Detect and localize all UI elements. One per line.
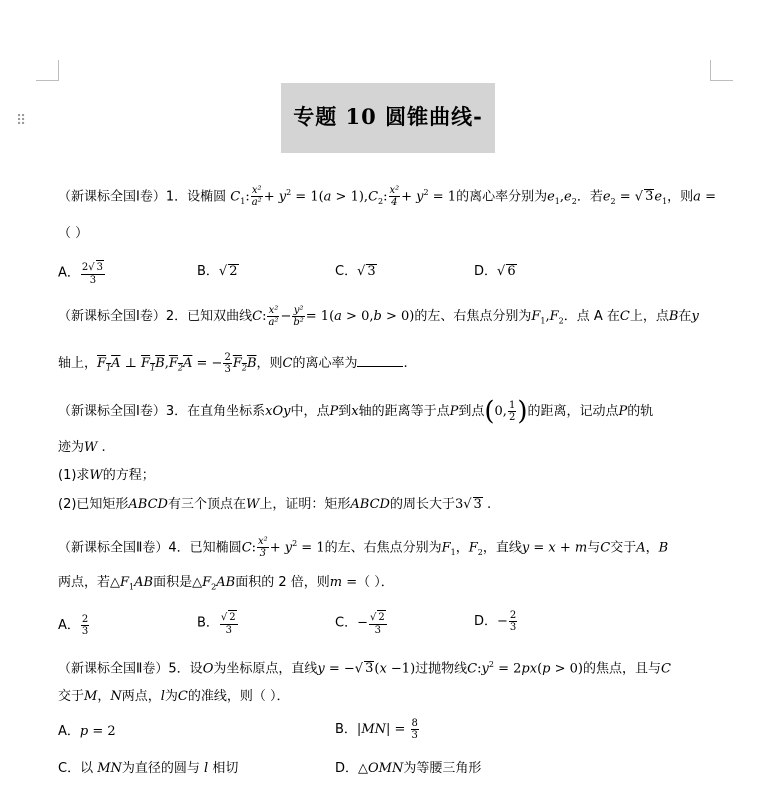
q1-line1: （新课标全国Ⅰ卷）1．设椭圆 $C_1$: $\frac{\text{x²}}{\text{a²}}$ + $y^2 = 1(a > 1),C_2$: $\frac{\text{x²}}{4}$ + $y^2 = 1$的离心率分别为$e_1,e_2$．若$e_2$ = √ $3e_1$，则a = xyxy=(58,185,716,209)
q4-option-d[interactable]: D．− $\frac{2}{3}$ xyxy=(474,610,517,633)
q1-option-d[interactable]: D．√ 6 xyxy=(474,264,516,279)
q4-option-c[interactable]: C．− $\frac{√ 2}{3}$ xyxy=(335,612,385,636)
q5-option-a[interactable]: A．p = 2 xyxy=(58,724,116,739)
q3-source: （新课标全国Ⅰ卷）3． xyxy=(58,404,188,419)
q4-option-b[interactable]: B． $\frac{√ 2}{3}$ xyxy=(197,612,236,636)
q3-part1: (1)求W的方程； xyxy=(58,468,155,483)
q5-source: （新课标全国Ⅱ卷）5． xyxy=(58,661,190,677)
title-box xyxy=(281,83,495,153)
q1-option-c[interactable]: C．√ 3 xyxy=(335,264,376,279)
q2-source: （新课标全国Ⅰ卷）2． xyxy=(58,309,188,324)
q3-line1: （新课标全国Ⅰ卷）3．在直角坐标系xOy中，点P到x轴的距离等于点P到点(0, $\frac{1}{2}$ )的距离，记动点P的轨 xyxy=(58,396,654,427)
q3-line2: 迹为W . xyxy=(58,440,106,455)
crop-mark-top-left xyxy=(36,60,59,81)
q1-option-a[interactable]: A． $\frac{2√ 3}{3}$ xyxy=(58,262,104,286)
q1-option-b[interactable]: B．√ 2 xyxy=(197,264,238,279)
q4-line1: （新课标全国Ⅱ卷）4．已知椭圆C: $\frac{\text{x²}}{3}$ + $y^2 = 1$的左、右焦点分别为$F_1$，$F_2$，直线y = x + m与C交于A，B xyxy=(58,536,669,560)
q5-option-d[interactable]: D．△OMN为等腰三角形 xyxy=(335,761,482,776)
crop-mark-top-right xyxy=(710,60,733,81)
q1-answer-paren: （ ） xyxy=(58,226,89,241)
q5-option-c[interactable]: C．以 MN为直径的圆与 l 相切 xyxy=(58,761,239,776)
q5-line1: （新课标全国Ⅱ卷）5．设O为坐标原点，直线y = −√ 3(x −1)过抛物线$C:y^2 = 2px(p > 0)$的焦点，且与C xyxy=(58,660,671,677)
q5-option-b[interactable]: B．|MN| = $\frac{8}{3}$ xyxy=(335,718,418,741)
q1-source: （新课标全国Ⅰ卷）1． xyxy=(58,189,188,205)
q3-part2: (2)已知矩形ABCD有三个顶点在W上，证明：矩形ABCD的周长大于3√ 3 . xyxy=(58,497,492,512)
q2-answer-blank[interactable] xyxy=(357,354,403,367)
q4-line2: 两点，若$\triangle F_1AB$面积是$\triangle F_2AB$面积的 2 倍，则m =（ ）． xyxy=(58,575,394,592)
page-title: 专题 10 圆锥曲线- xyxy=(293,104,483,129)
q4-option-a[interactable]: A． $\frac{2}{3}$ xyxy=(58,614,89,637)
drag-handle-icon[interactable]: ⠿ xyxy=(16,113,27,129)
q4-source: （新课标全国Ⅱ卷）4． xyxy=(58,540,190,556)
q5-line2: 交于M，N两点，l为C的准线，则（ ）． xyxy=(58,689,290,704)
q2-line2: 轴上，$F_1A$ ⊥ $F_1B,F_2A$ = − $\frac{2}{3}$ $F_2B$，则C的离心率为 . xyxy=(58,352,408,375)
q2-line1: （新课标全国Ⅰ卷）2．已知双曲线C: $\frac{\text{x²}}{\text{a²}}$ − $\frac{\text{y²}}{\text{b²}}$ = 1(a > 0,b > 0)的左、右焦点分别为$F_1,F_2$．点 A 在C上，点B在y xyxy=(58,305,699,328)
